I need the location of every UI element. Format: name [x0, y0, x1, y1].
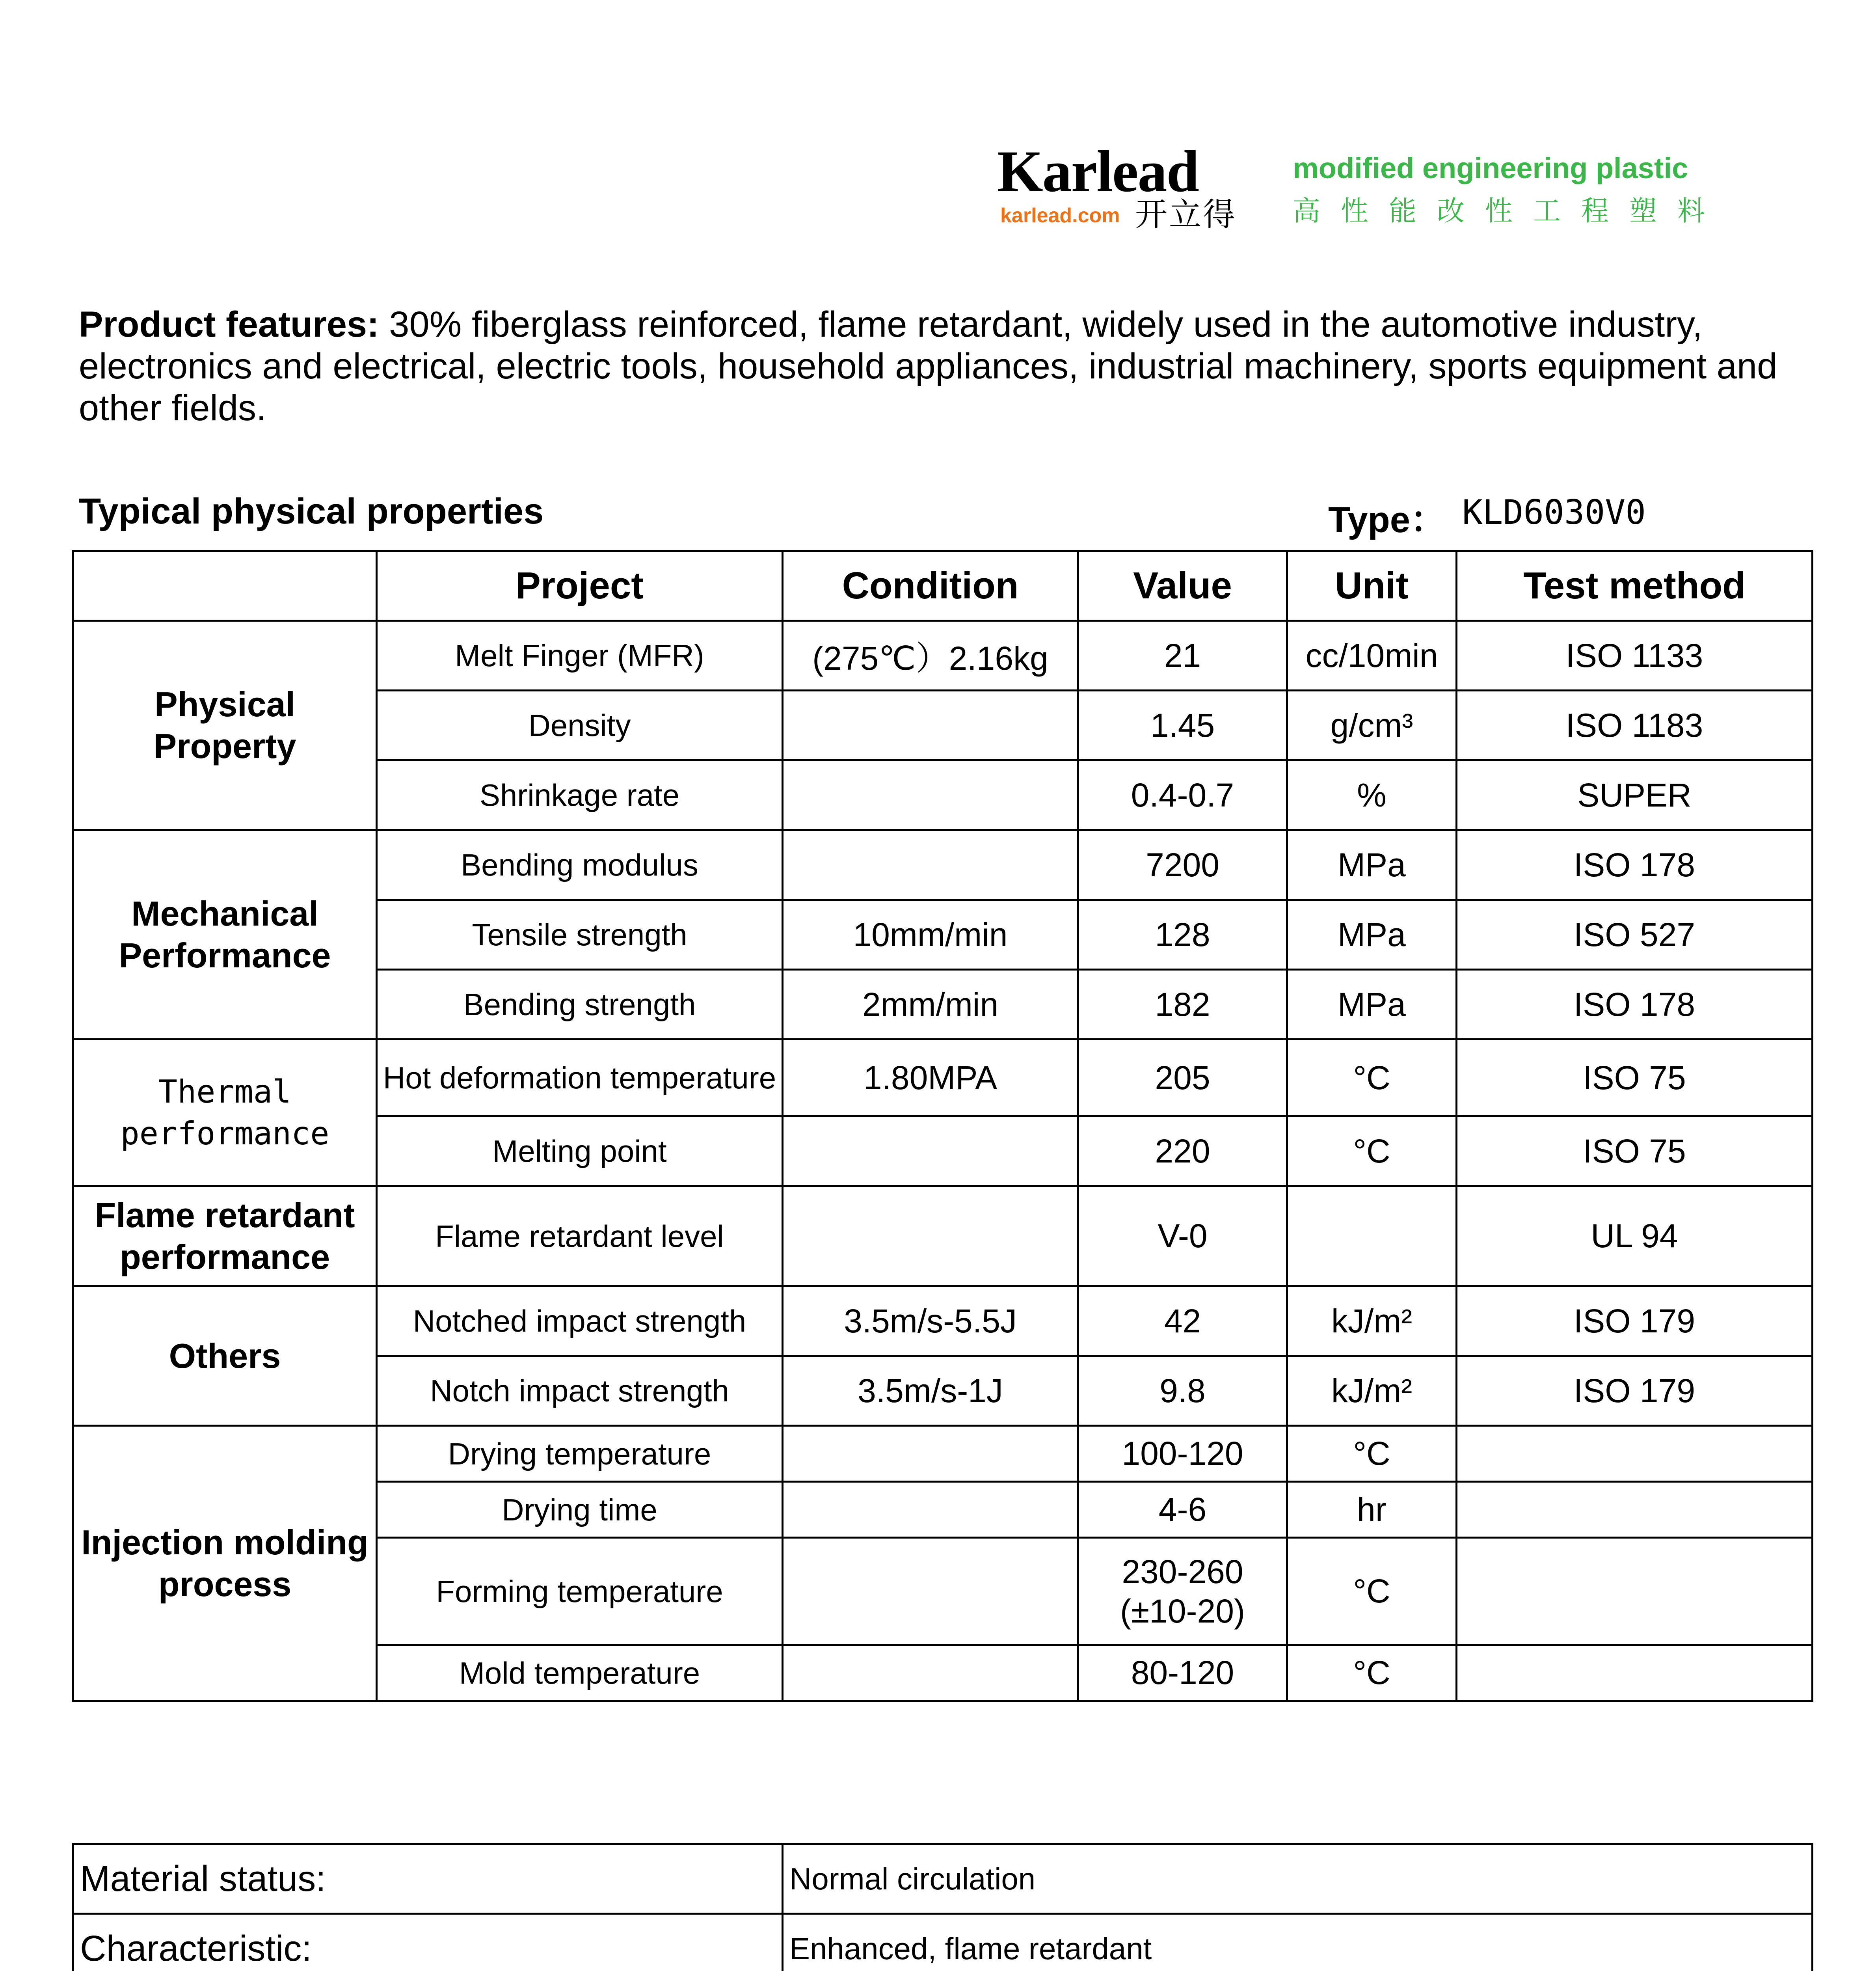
- column-header: Unit: [1287, 551, 1457, 621]
- method-cell: [1457, 1482, 1813, 1538]
- unit-cell: MPa: [1287, 830, 1457, 900]
- value-cell: 21: [1078, 621, 1287, 691]
- info-label: Characteristic:: [73, 1914, 783, 1971]
- project-cell: Flame retardant level: [377, 1186, 783, 1286]
- column-header: Test method: [1457, 551, 1813, 621]
- condition-cell: [783, 1186, 1078, 1286]
- condition-cell: [783, 691, 1078, 760]
- value-cell: V-0: [1078, 1186, 1287, 1286]
- info-value: Normal circulation: [783, 1844, 1813, 1914]
- value-cell: 42: [1078, 1286, 1287, 1356]
- table-row: [73, 1286, 1813, 1356]
- unit-cell: hr: [1287, 1482, 1457, 1538]
- unit-cell: cc/10min: [1287, 621, 1457, 691]
- condition-cell: 2mm/min: [783, 970, 1078, 1040]
- condition-cell: 10mm/min: [783, 900, 1078, 970]
- condition-cell: [783, 760, 1078, 830]
- type-value: KLD6030V0: [1462, 493, 1646, 532]
- category-cell: Thermal performance: [73, 1040, 377, 1186]
- project-cell: Forming temperature: [377, 1538, 783, 1645]
- condition-cell: 3.5m/s-5.5J: [783, 1286, 1078, 1356]
- table-header-row: [73, 551, 1813, 621]
- company-logo: [997, 139, 1746, 237]
- properties-heading: Typical physical properties: [79, 491, 544, 531]
- table-row: [73, 1426, 1813, 1482]
- value-cell: 182: [1078, 970, 1287, 1040]
- unit-cell: °C: [1287, 1116, 1457, 1186]
- value-cell: 205: [1078, 1040, 1287, 1116]
- brand-name-cn: 开立得: [1135, 196, 1237, 233]
- column-header: Project: [377, 551, 783, 621]
- product-features: [79, 304, 1805, 429]
- project-cell: Melting point: [377, 1116, 783, 1186]
- project-cell: Notch impact strength: [377, 1356, 783, 1426]
- project-cell: Mold temperature: [377, 1645, 783, 1701]
- value-cell: 4-6: [1078, 1482, 1287, 1538]
- project-cell: Drying time: [377, 1482, 783, 1538]
- condition-cell: 3.5m/s-1J: [783, 1356, 1078, 1426]
- category-cell: Mechanical Performance: [73, 830, 377, 1040]
- product-features-text: 30% fiberglass reinforced, flame retardant, widely used in the automotive industry, electronics and electrical, electric tools, household appliances, industrial machinery, sports equipment and other fields.: [79, 304, 1777, 428]
- value-cell: 230-260 (±10-20): [1078, 1538, 1287, 1645]
- material-info-table: [72, 1843, 1813, 1971]
- category-cell: Physical Property: [73, 621, 377, 830]
- unit-cell: MPa: [1287, 970, 1457, 1040]
- info-value: Enhanced, flame retardant: [783, 1914, 1813, 1971]
- properties-table: [72, 550, 1813, 1702]
- project-cell: Bending strength: [377, 970, 783, 1040]
- brand-tagline-cn: 高性能改性工程塑料: [1293, 195, 1725, 227]
- table-row: [73, 1040, 1813, 1116]
- table-row: [73, 1186, 1813, 1286]
- method-cell: UL 94: [1457, 1186, 1813, 1286]
- method-cell: ISO 1183: [1457, 691, 1813, 760]
- table-row: [73, 830, 1813, 900]
- table-row: [73, 1844, 1813, 1914]
- method-cell: ISO 75: [1457, 1040, 1813, 1116]
- unit-cell: MPa: [1287, 900, 1457, 970]
- project-cell: Drying temperature: [377, 1426, 783, 1482]
- condition-cell: [783, 1645, 1078, 1701]
- value-cell: 128: [1078, 900, 1287, 970]
- method-cell: SUPER: [1457, 760, 1813, 830]
- unit-cell: kJ/m²: [1287, 1356, 1457, 1426]
- column-header: Value: [1078, 551, 1287, 621]
- project-cell: Hot deformation temperature: [377, 1040, 783, 1116]
- project-cell: Tensile strength: [377, 900, 783, 970]
- unit-cell: °C: [1287, 1645, 1457, 1701]
- value-cell: 7200: [1078, 830, 1287, 900]
- brand-tagline: modified engineering plastic: [1293, 152, 1688, 184]
- method-cell: ISO 178: [1457, 830, 1813, 900]
- value-cell: 100-120: [1078, 1426, 1287, 1482]
- category-cell: Flame retardant performance: [73, 1186, 377, 1286]
- value-cell: 80-120: [1078, 1645, 1287, 1701]
- method-cell: ISO 1133: [1457, 621, 1813, 691]
- project-cell: Density: [377, 691, 783, 760]
- method-cell: ISO 75: [1457, 1116, 1813, 1186]
- value-cell: 1.45: [1078, 691, 1287, 760]
- unit-cell: °C: [1287, 1426, 1457, 1482]
- info-label: Material status:: [73, 1844, 783, 1914]
- method-cell: ISO 178: [1457, 970, 1813, 1040]
- category-cell: Others: [73, 1286, 377, 1426]
- project-cell: Melt Finger (MFR): [377, 621, 783, 691]
- project-cell: Shrinkage rate: [377, 760, 783, 830]
- product-features-label: Product features:: [79, 304, 379, 345]
- unit-cell: [1287, 1186, 1457, 1286]
- column-header: [73, 551, 377, 621]
- table-row: [73, 621, 1813, 691]
- table-row: [73, 1914, 1813, 1971]
- method-cell: ISO 179: [1457, 1356, 1813, 1426]
- condition-cell: [783, 1482, 1078, 1538]
- brand-url: karlead.com: [1000, 204, 1120, 227]
- unit-cell: g/cm³: [1287, 691, 1457, 760]
- condition-cell: [783, 1426, 1078, 1482]
- value-cell: 9.8: [1078, 1356, 1287, 1426]
- method-cell: [1457, 1426, 1813, 1482]
- condition-cell: 1.80MPA: [783, 1040, 1078, 1116]
- unit-cell: °C: [1287, 1538, 1457, 1645]
- method-cell: [1457, 1645, 1813, 1701]
- brand-name: Karlead: [997, 139, 1199, 204]
- method-cell: ISO 527: [1457, 900, 1813, 970]
- column-header: Condition: [783, 551, 1078, 621]
- unit-cell: °C: [1287, 1040, 1457, 1116]
- category-cell: Injection molding process: [73, 1426, 377, 1701]
- unit-cell: kJ/m²: [1287, 1286, 1457, 1356]
- method-cell: ISO 179: [1457, 1286, 1813, 1356]
- project-cell: Bending modulus: [377, 830, 783, 900]
- condition-cell: [783, 1116, 1078, 1186]
- value-cell: 0.4-0.7: [1078, 760, 1287, 830]
- project-cell: Notched impact strength: [377, 1286, 783, 1356]
- method-cell: [1457, 1538, 1813, 1645]
- unit-cell: %: [1287, 760, 1457, 830]
- condition-cell: [783, 830, 1078, 900]
- condition-cell: (275℃）2.16kg: [783, 621, 1078, 691]
- value-cell: 220: [1078, 1116, 1287, 1186]
- type-label: Type：: [1328, 500, 1446, 540]
- condition-cell: [783, 1538, 1078, 1645]
